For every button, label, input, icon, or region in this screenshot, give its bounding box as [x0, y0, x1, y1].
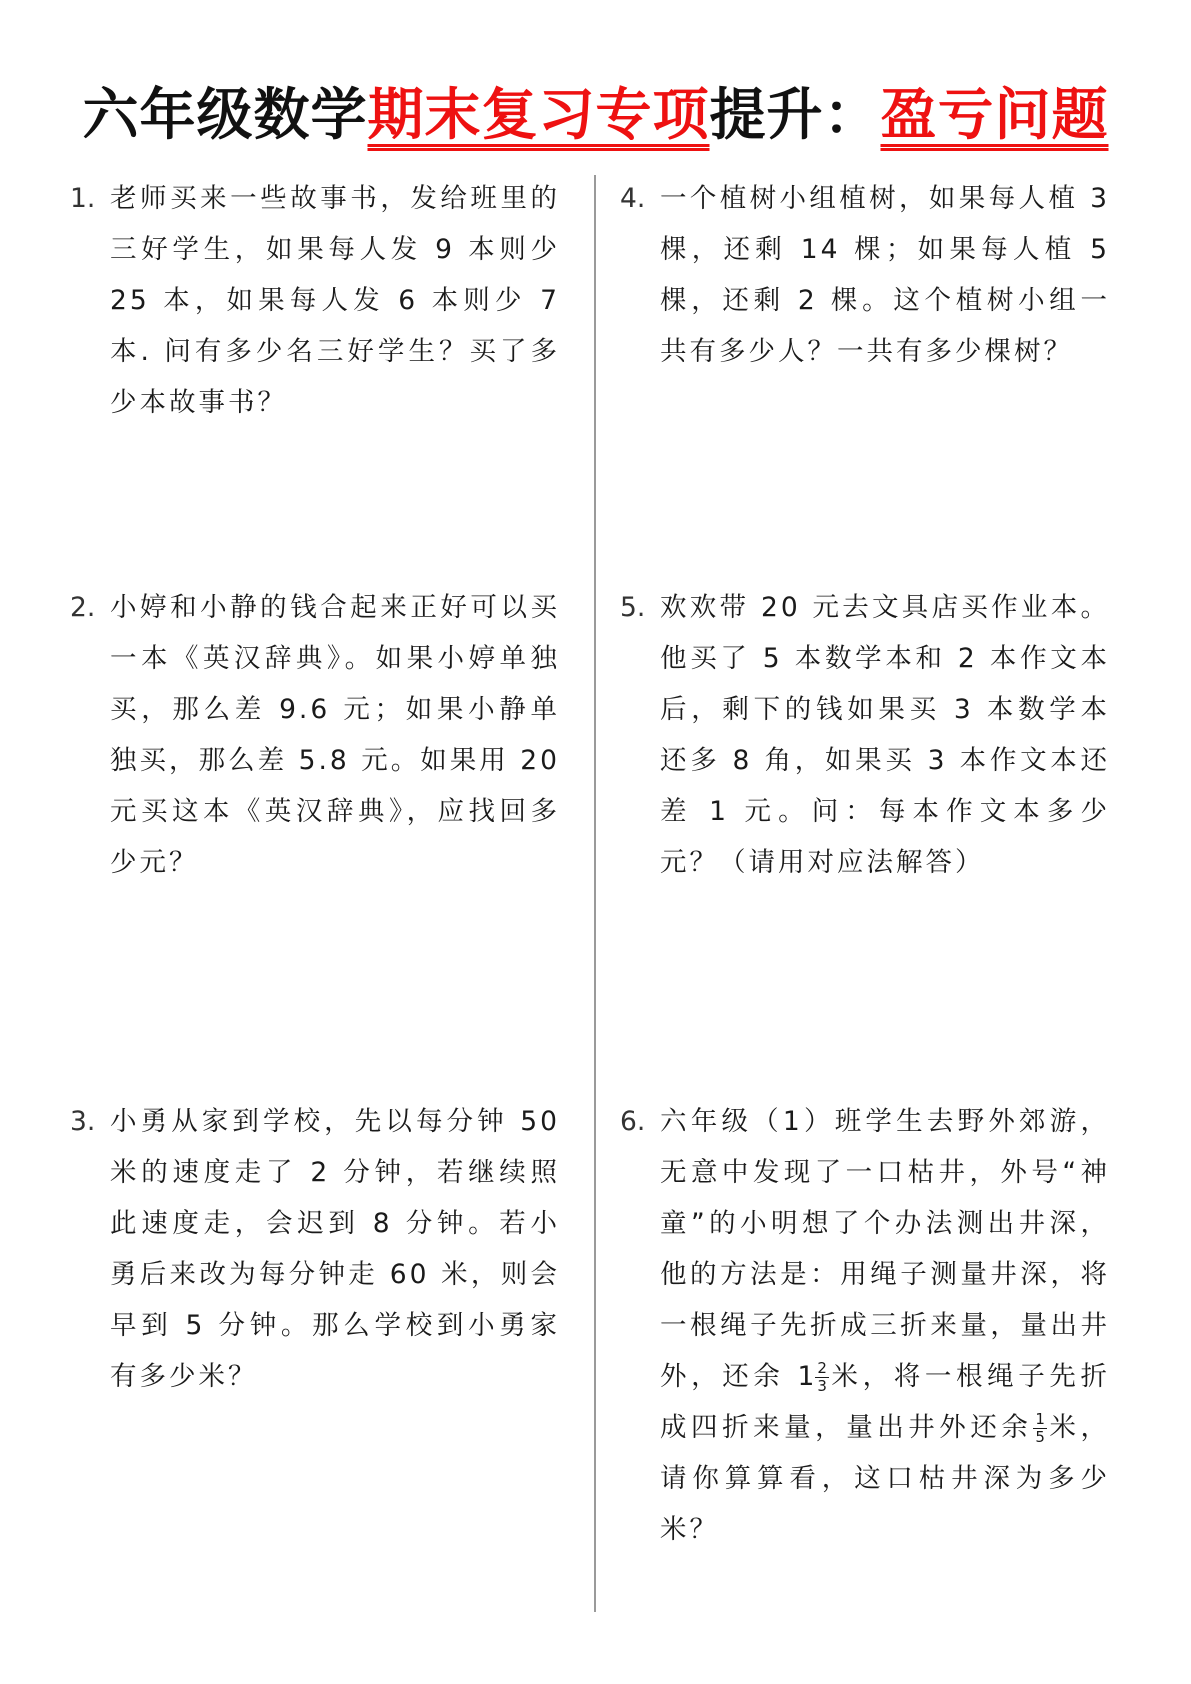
problem-number: 3. [70, 1106, 96, 1137]
fraction-denominator: 3 [817, 1377, 827, 1395]
problem-number: 5. [620, 592, 646, 623]
problem-number: 1. [70, 183, 96, 214]
problem-5 [620, 582, 1110, 888]
problem-6 [620, 1096, 1110, 1555]
problem-text: 小婷和小静的钱合起来正好可以买一本《英汉辞典》。如果小婷单独买，那么差 9.6 元；如果小静单独买，那么差 5.8 元。如果用 20 元买这本《英汉辞典》，应找回多少元？ [110, 592, 560, 878]
title-improve: 提升： [709, 83, 881, 148]
problem-text: 一个植树小组植树，如果每人植 3 棵，还剩 14 棵；如果每人植 5 棵，还剩 2 棵。这个植树小组一共有多少人？一共有多少棵树？ [660, 183, 1110, 367]
title-problem-type: 盈亏问题 [880, 83, 1109, 148]
fraction-numerator: 2 [817, 1359, 827, 1377]
problem-text [620, 1096, 1110, 1555]
column-divider [594, 175, 596, 1612]
problem-text-part: 米，将一根绳子先折成四折来量，量出井外还余 [660, 1361, 1110, 1443]
title-grade-subject: 六年级数学 [82, 83, 368, 148]
problem-number: 4. [620, 183, 646, 214]
problem-4 [620, 173, 1110, 377]
fraction-denominator: 5 [1035, 1428, 1045, 1446]
problem-text: 老师买来一些故事书，发给班里的三好学生，如果每人发 9 本则少 25 本，如果每人发 6 本则少 7 本. 问有多少名三好学生？买了多少本故事书？ [110, 183, 560, 418]
problem-text: 小勇从家到学校，先以每分钟 50 米的速度走了 2 分钟，若继续照此速度走，会迟到 8 分钟。若小勇后来改为每分钟走 60 米，则会早到 5 分钟。那么学校到小勇家有多少米？ [110, 1106, 560, 1392]
fraction-one-fifth [1033, 1411, 1047, 1446]
problem-number: 6. [620, 1106, 646, 1137]
fraction-numerator: 1 [1035, 1410, 1045, 1428]
problem-text-part: 六年级（1）班学生去野外郊游，无意中发现了一口枯井，外号“神童”的小明想了个办法测出井深，他的方法是：用绳子测量井深，将一根绳子先折成三折来量，量出井外，还余 [660, 1106, 1110, 1392]
problem-number: 2. [70, 592, 96, 623]
problem-3 [70, 1096, 560, 1402]
problem-2 [70, 582, 560, 888]
mixed-number-whole: 1 [797, 1361, 815, 1392]
problem-1 [70, 173, 560, 428]
problem-text-part: 米，请你算算看，这口枯井深为多少米？ [660, 1412, 1111, 1545]
fraction-two-thirds [815, 1360, 829, 1395]
page-title [0, 78, 1191, 154]
problem-text: 欢欢带 20 元去文具店买作业本。他买了 5 本数学本和 2 本作文本后，剩下的钱如果买 3 本数学本还多 8 角，如果买 3 本作文本还差 1 元。问：每本作文本多少元？（请用对应法解答） [660, 592, 1110, 878]
title-review-topic: 期末复习专项 [367, 83, 710, 148]
